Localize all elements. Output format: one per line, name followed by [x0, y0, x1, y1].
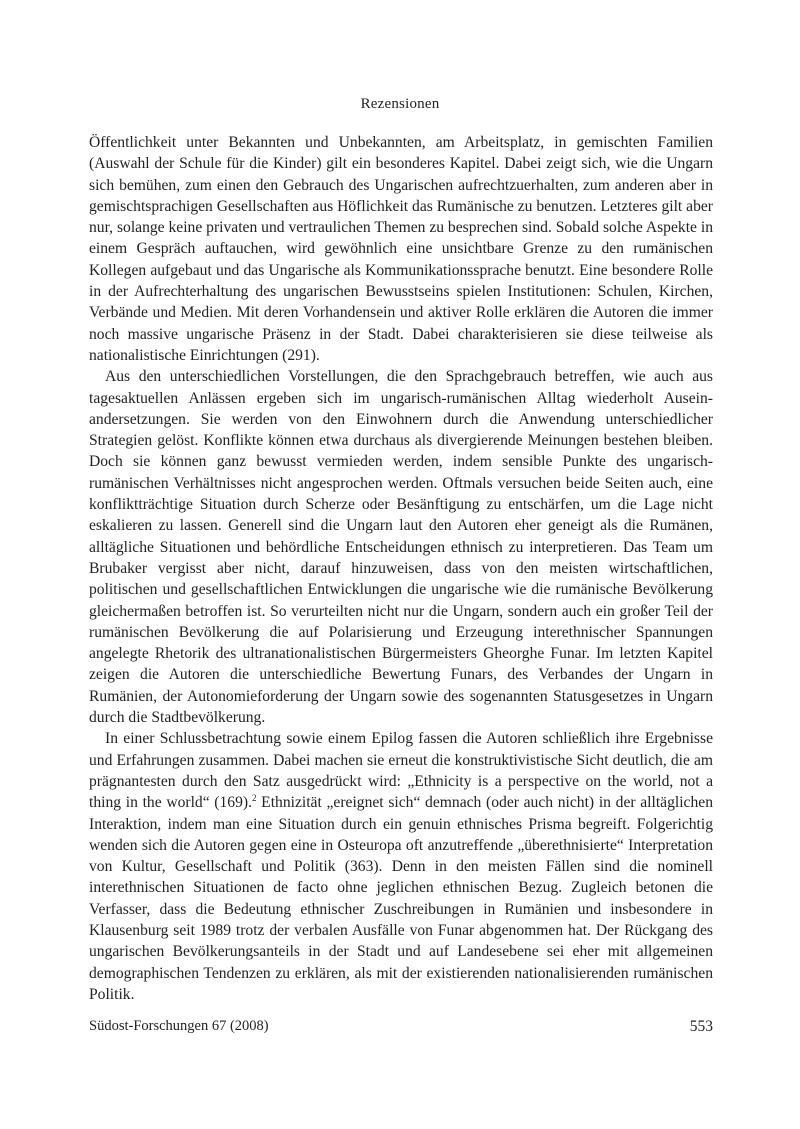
- paragraph-2: [89, 366, 713, 728]
- paragraph-2-text: Aus den unterschiedlichen Vorstellungen, die den Sprachgebrauch betreffen, wie auch aus tagesaktuellen Anlässen ergeben sich im ungarisch-rumänischen Alltag wiederholt Auseinandersetzungen. Sie werden von den Einwohnern durch die Anwendung unterschiedlicher Strategien gelöst. Konflikte können etwa durchaus als divergierende Meinungen bestehen bleiben. Doch sie können ganz bewusst vermieden werden, indem sensible Punkte des ungarisch-rumänischen Verhältnisses nicht angesprochen werden. Oftmals versuchen beide Seiten auch, eine konfliktträchtige Situation durch Scherze oder Besänftigung zu entschärfen, um die Lage nicht eskalieren zu lassen. Generell sind die Ungarn laut den Autoren eher geneigt als die Rumänen, alltägliche Situationen und behördliche Entscheidungen ethnisch zu interpretieren. Das Team um Brubaker vergisst aber nicht, darauf hinzuweisen, dass von den meisten wirtschaftlichen, politischen und gesellschaftlichen Entwicklungen die ungarische wie die rumänische Bevölkerung gleichermaßen betroffen ist. So verurteilten nicht nur die Ungarn, sondern auch ein großer Teil der rumänischen Bevölkerung die auf Polarisierung und Erzeugung interethnischer Spannungen angelegte Rhetorik des ultranationalistischen Bürgermeisters Gheorghe Funar. Im letzten Kapitel zeigen die Autoren die unterschiedliche Bewertung Funars, des Verbandes der Ungarn in Rumänien, der Autonomieforderung der Ungarn sowie des sogenannten Statusgesetzes in Ungarn durch die Stadtbevölkerung.: [89, 368, 713, 727]
- paragraph-3-text-before-note: In einer Schlussbetrachtung sowie einem Epilog fassen die Autoren schließlich ihre Ergebnisse und Erfahrungen zusammen. Dabei machen sie erneut die konstruktivistische Sicht deutlich, die am prägnantesten durch den Satz ausgedrückt wird: „Ethnicity is a perspective on the world, not a thing in the world“ (169).: [89, 730, 713, 812]
- paragraph-3: [89, 728, 713, 1005]
- page-footer: [89, 1018, 713, 1038]
- footnote-reference: 2: [251, 793, 257, 804]
- paragraph-1: [89, 132, 713, 366]
- journal-citation: Südost-Forschungen 67 (2008): [89, 1018, 269, 1034]
- page-number: 553: [689, 1018, 713, 1035]
- body-text: [89, 132, 713, 1005]
- paragraph-3-text-after-note: Ethnizität „ereignet sich“ demnach (oder auch nicht) in der alltäglichen Interaktion, indem man eine Situation durch ein genuin ethnisches Prisma begreift. Folgerichtig wenden sich die Autoren gegen eine in Osteuropa oft anzutreffende „überethnisierte“ Interpretation von Kultur, Gesellschaft und Politik (363). Denn in den meisten Fällen sind die nominell interethnischen Situationen de facto ohne jeglichen ethnischen Bezug. Zugleich betonen die Verfasser, dass die Bedeutung ethnischer Zuschreibungen in Rumänien und insbesondere in Klausenburg seit 1989 trotz der verbalen Ausfälle von Funar abgenommen hat. Der Rückgang des ungarischen Bevölkerungsanteils in der Stadt und auf Landesebene sei eher mit allgemeinen demographischen Tendenzen zu erklären, als mit der existierenden nationalisierenden rumänischen Politik.: [89, 794, 713, 1003]
- running-header: Rezensionen: [360, 96, 440, 112]
- paragraph-1-text: Öffentlichkeit unter Bekannten und Unbekannten, am Arbeitsplatz, in gemischten Familien (Auswahl der Schule für die Kinder) gilt ein besonderes Kapitel. Dabei zeigt sich, wie die Ungarn sich bemühen, zum einen den Gebrauch des Ungarischen aufrechtzuerhalten, zum anderen aber in gemischtsprachigen Gesellschaften aus Höflichkeit das Rumänische zu benutzen. Letzteres gilt aber nur, solange keine privaten und vertraulichen Themen zu besprechen sind. Sobald solche Aspekte in einem Gespräch auftauchen, wird gewöhnlich eine unsichtbare Grenze zu den rumänischen Kollegen aufgebaut und das Ungarische als Kommunikationssprache benutzt. Eine besondere Rolle in der Aufrechterhaltung des ungarischen Bewusstseins spielen Institutionen: Schulen, Kirchen, Verbände und Medien. Mit deren Vorhandensein und aktiver Rolle erklären die Autoren die immer noch massive ungarische Präsenz in der Stadt. Dabei charakterisieren sie diese teilweise als nationalistische Einrichtungen (291).: [89, 134, 713, 364]
